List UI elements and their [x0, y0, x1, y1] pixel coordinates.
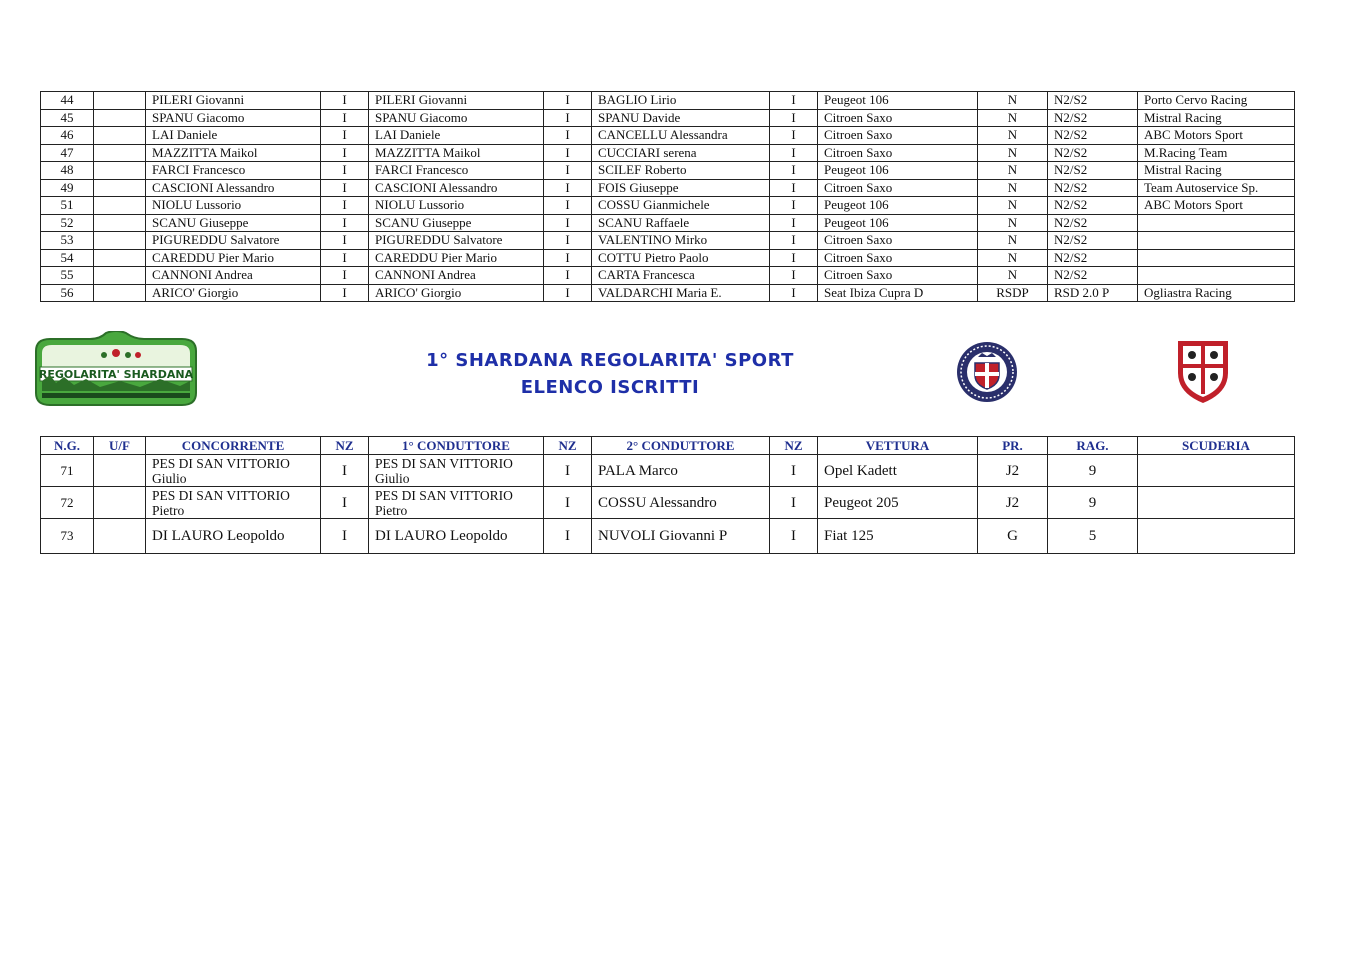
cell-scuderia: [1138, 267, 1295, 285]
cell-rag: N2/S2: [1048, 109, 1138, 127]
cell-vettura: Citroen Saxo: [818, 144, 978, 162]
cell-ng: 53: [41, 232, 94, 250]
cell-conduttore-2: CANCELLU Alessandra: [592, 127, 770, 145]
header-conduttore-2: 2° CONDUTTORE: [592, 437, 770, 455]
cell-vettura: Peugeot 106: [818, 197, 978, 215]
cell-rag: N2/S2: [1048, 179, 1138, 197]
table-row: [41, 197, 1295, 215]
document-title: [390, 347, 830, 401]
cell-nz-concorrente: I: [321, 284, 369, 302]
cell-nz-conduttore-2: I: [770, 92, 818, 110]
cell-nz-concorrente: I: [321, 519, 369, 554]
header-ng: N.G.: [41, 437, 94, 455]
cell-scuderia: [1138, 232, 1295, 250]
cell-uf: [94, 232, 146, 250]
regolarita-shardana-logo: [30, 331, 202, 409]
cell-ng: 52: [41, 214, 94, 232]
header-nz-conduttore-2: NZ: [770, 437, 818, 455]
cell-pr: N: [978, 109, 1048, 127]
table-header-row: [41, 437, 1295, 455]
cell-nz-conduttore-1: I: [544, 284, 592, 302]
cell-nz-conduttore-2: I: [770, 284, 818, 302]
cell-ng: 73: [41, 519, 94, 554]
entries-table-continued: [40, 91, 1295, 302]
table-row: [41, 284, 1295, 302]
cell-conduttore-1: NIOLU Lussorio: [369, 197, 544, 215]
cell-rag: RSD 2.0 P: [1048, 284, 1138, 302]
cell-nz-conduttore-2: I: [770, 487, 818, 519]
cell-concorrente: CANNONI Andrea: [146, 267, 321, 285]
entries-table: [40, 436, 1295, 554]
cell-nz-conduttore-1: I: [544, 92, 592, 110]
cell-pr: N: [978, 267, 1048, 285]
cell-scuderia: Team Autoservice Sp.: [1138, 179, 1295, 197]
cell-scuderia: ABC Motors Sport: [1138, 127, 1295, 145]
header-pr: PR.: [978, 437, 1048, 455]
cell-vettura: Peugeot 106: [818, 162, 978, 180]
cell-concorrente: SPANU Giacomo: [146, 109, 321, 127]
cell-uf: [94, 109, 146, 127]
cell-rag: N2/S2: [1048, 232, 1138, 250]
cell-nz-conduttore-2: I: [770, 519, 818, 554]
cell-conduttore-1: PES DI SAN VITTORIO Pietro: [369, 487, 544, 519]
cell-uf: [94, 179, 146, 197]
cell-nz-concorrente: I: [321, 267, 369, 285]
cell-conduttore-2: BAGLIO Lirio: [592, 92, 770, 110]
cell-conduttore-2: FOIS Giuseppe: [592, 179, 770, 197]
cell-pr: J2: [978, 487, 1048, 519]
cell-conduttore-2: CUCCIARI serena: [592, 144, 770, 162]
table-row: [41, 179, 1295, 197]
cell-scuderia: Mistral Racing: [1138, 162, 1295, 180]
cell-nz-conduttore-1: I: [544, 162, 592, 180]
cell-conduttore-1: CANNONI Andrea: [369, 267, 544, 285]
cell-concorrente: CASCIONI Alessandro: [146, 179, 321, 197]
cell-scuderia: [1138, 455, 1295, 487]
table-row: [41, 519, 1295, 554]
cell-pr: N: [978, 232, 1048, 250]
cell-nz-conduttore-1: I: [544, 127, 592, 145]
cell-rag: N2/S2: [1048, 267, 1138, 285]
header-conduttore-1: 1° CONDUTTORE: [369, 437, 544, 455]
shardana-shield-icon: [1174, 337, 1232, 405]
table-row: [41, 92, 1295, 110]
cell-vettura: Citroen Saxo: [818, 127, 978, 145]
cell-conduttore-2: SCILEF Roberto: [592, 162, 770, 180]
cell-conduttore-2: SPANU Davide: [592, 109, 770, 127]
cell-ng: 45: [41, 109, 94, 127]
cell-nz-conduttore-2: I: [770, 179, 818, 197]
title-line-2: ELENCO ISCRITTI: [520, 377, 700, 398]
cell-nz-concorrente: I: [321, 455, 369, 487]
cell-uf: [94, 197, 146, 215]
cell-nz-concorrente: I: [321, 232, 369, 250]
cell-uf: [94, 267, 146, 285]
cell-conduttore-1: LAI Daniele: [369, 127, 544, 145]
cell-nz-conduttore-2: I: [770, 214, 818, 232]
cell-uf: [94, 127, 146, 145]
cell-uf: [94, 249, 146, 267]
cell-concorrente: PIGUREDDU Salvatore: [146, 232, 321, 250]
cell-vettura: Peugeot 106: [818, 92, 978, 110]
cell-rag: N2/S2: [1048, 144, 1138, 162]
cell-rag: N2/S2: [1048, 214, 1138, 232]
cell-conduttore-2: PALA Marco: [592, 455, 770, 487]
cell-uf: [94, 92, 146, 110]
cell-nz-concorrente: I: [321, 487, 369, 519]
cell-uf: [94, 214, 146, 232]
cell-uf: [94, 455, 146, 487]
cell-ng: 44: [41, 92, 94, 110]
cell-uf: [94, 284, 146, 302]
cell-pr: N: [978, 127, 1048, 145]
table-row: [41, 455, 1295, 487]
cell-concorrente: FARCI Francesco: [146, 162, 321, 180]
cell-concorrente: NIOLU Lussorio: [146, 197, 321, 215]
cell-rag: N2/S2: [1048, 197, 1138, 215]
cell-concorrente: SCANU Giuseppe: [146, 214, 321, 232]
cell-nz-conduttore-2: I: [770, 455, 818, 487]
cell-conduttore-1: SCANU Giuseppe: [369, 214, 544, 232]
cell-nz-conduttore-2: I: [770, 232, 818, 250]
cell-pr: N: [978, 214, 1048, 232]
table-row: [41, 232, 1295, 250]
cell-nz-conduttore-2: I: [770, 267, 818, 285]
cell-vettura: Seat Ibiza Cupra D: [818, 284, 978, 302]
cell-rag: 9: [1048, 455, 1138, 487]
table-row: [41, 214, 1295, 232]
cell-concorrente: CAREDDU Pier Mario: [146, 249, 321, 267]
cell-scuderia: [1138, 519, 1295, 554]
cell-ng: 55: [41, 267, 94, 285]
cell-vettura: Fiat 125: [818, 519, 978, 554]
cell-scuderia: Mistral Racing: [1138, 109, 1295, 127]
cell-conduttore-1: DI LAURO Leopoldo: [369, 519, 544, 554]
table-row: [41, 487, 1295, 519]
cell-nz-concorrente: I: [321, 144, 369, 162]
cell-ng: 51: [41, 197, 94, 215]
cell-nz-conduttore-1: I: [544, 519, 592, 554]
cell-nz-concorrente: I: [321, 249, 369, 267]
cell-nz-concorrente: I: [321, 92, 369, 110]
cell-ng: 56: [41, 284, 94, 302]
cell-nz-conduttore-2: I: [770, 127, 818, 145]
cell-scuderia: M.Racing Team: [1138, 144, 1295, 162]
cell-scuderia: [1138, 487, 1295, 519]
title-line-1: 1° SHARDANA REGOLARITA' SPORT: [426, 350, 794, 371]
cell-rag: 5: [1048, 519, 1138, 554]
cell-scuderia: Porto Cervo Racing: [1138, 92, 1295, 110]
cell-nz-conduttore-1: I: [544, 487, 592, 519]
cell-pr: J2: [978, 455, 1048, 487]
header-uf: U/F: [94, 437, 146, 455]
cell-concorrente: PES DI SAN VITTORIO Giulio: [146, 455, 321, 487]
cell-nz-conduttore-1: I: [544, 197, 592, 215]
cell-conduttore-2: COSSU Alessandro: [592, 487, 770, 519]
cell-nz-conduttore-1: I: [544, 214, 592, 232]
cell-vettura: Citroen Saxo: [818, 232, 978, 250]
cell-nz-conduttore-2: I: [770, 249, 818, 267]
cell-conduttore-1: PILERI Giovanni: [369, 92, 544, 110]
cell-conduttore-2: COTTU Pietro Paolo: [592, 249, 770, 267]
cell-concorrente: ARICO' Giorgio: [146, 284, 321, 302]
cell-ng: 49: [41, 179, 94, 197]
header-vettura: VETTURA: [818, 437, 978, 455]
cell-vettura: Peugeot 205: [818, 487, 978, 519]
cell-nz-conduttore-1: I: [544, 249, 592, 267]
cell-nz-conduttore-1: I: [544, 144, 592, 162]
cell-conduttore-1: PIGUREDDU Salvatore: [369, 232, 544, 250]
cell-ng: 72: [41, 487, 94, 519]
header-rag: RAG.: [1048, 437, 1138, 455]
cell-uf: [94, 144, 146, 162]
cell-nz-concorrente: I: [321, 127, 369, 145]
cell-ng: 54: [41, 249, 94, 267]
cell-ng: 71: [41, 455, 94, 487]
cell-nz-conduttore-1: I: [544, 455, 592, 487]
cell-scuderia: [1138, 249, 1295, 267]
cell-pr: N: [978, 162, 1048, 180]
cell-nz-conduttore-2: I: [770, 109, 818, 127]
cell-nz-conduttore-2: I: [770, 144, 818, 162]
cell-pr: N: [978, 92, 1048, 110]
cell-rag: N2/S2: [1048, 249, 1138, 267]
cell-vettura: Citroen Saxo: [818, 109, 978, 127]
cell-pr: N: [978, 179, 1048, 197]
cell-ng: 46: [41, 127, 94, 145]
cell-conduttore-2: VALENTINO Mirko: [592, 232, 770, 250]
cell-conduttore-1: MAZZITTA Maikol: [369, 144, 544, 162]
cell-conduttore-1: PES DI SAN VITTORIO Giulio: [369, 455, 544, 487]
cell-nz-conduttore-1: I: [544, 232, 592, 250]
cell-nz-conduttore-1: I: [544, 179, 592, 197]
cell-rag: N2/S2: [1048, 127, 1138, 145]
cell-scuderia: ABC Motors Sport: [1138, 197, 1295, 215]
header-scuderia: SCUDERIA: [1138, 437, 1295, 455]
cell-concorrente: PES DI SAN VITTORIO Pietro: [146, 487, 321, 519]
cell-conduttore-2: NUVOLI Giovanni P: [592, 519, 770, 554]
cell-scuderia: Ogliastra Racing: [1138, 284, 1295, 302]
cell-conduttore-1: FARCI Francesco: [369, 162, 544, 180]
entries-table-body: [41, 455, 1295, 554]
club-emblem-icon: [956, 341, 1018, 403]
table-row: [41, 127, 1295, 145]
cell-vettura: Peugeot 106: [818, 214, 978, 232]
cell-ng: 48: [41, 162, 94, 180]
cell-uf: [94, 519, 146, 554]
document-header: [0, 325, 1356, 415]
logo-text: REGOLARITA' SHARDANA: [38, 368, 194, 381]
cell-nz-concorrente: I: [321, 109, 369, 127]
cell-concorrente: LAI Daniele: [146, 127, 321, 145]
table-row: [41, 162, 1295, 180]
cell-concorrente: DI LAURO Leopoldo: [146, 519, 321, 554]
cell-nz-concorrente: I: [321, 162, 369, 180]
cell-conduttore-2: CARTA Francesca: [592, 267, 770, 285]
cell-nz-concorrente: I: [321, 214, 369, 232]
entries-table-body: [41, 92, 1295, 302]
cell-concorrente: MAZZITTA Maikol: [146, 144, 321, 162]
cell-uf: [94, 162, 146, 180]
cell-conduttore-2: COSSU Gianmichele: [592, 197, 770, 215]
cell-conduttore-2: VALDARCHI Maria E.: [592, 284, 770, 302]
header-nz-conduttore-1: NZ: [544, 437, 592, 455]
cell-conduttore-1: SPANU Giacomo: [369, 109, 544, 127]
cell-pr: N: [978, 197, 1048, 215]
table-row: [41, 267, 1295, 285]
cell-ng: 47: [41, 144, 94, 162]
cell-vettura: Citroen Saxo: [818, 179, 978, 197]
cell-scuderia: [1138, 214, 1295, 232]
cell-nz-conduttore-2: I: [770, 197, 818, 215]
header-nz-concorrente: NZ: [321, 437, 369, 455]
cell-rag: N2/S2: [1048, 92, 1138, 110]
header-concorrente: CONCORRENTE: [146, 437, 321, 455]
cell-nz-concorrente: I: [321, 197, 369, 215]
table-row: [41, 144, 1295, 162]
cell-vettura: Citroen Saxo: [818, 249, 978, 267]
cell-nz-conduttore-2: I: [770, 162, 818, 180]
table-row: [41, 249, 1295, 267]
cell-conduttore-1: ARICO' Giorgio: [369, 284, 544, 302]
cell-conduttore-1: CASCIONI Alessandro: [369, 179, 544, 197]
cell-pr: RSDP: [978, 284, 1048, 302]
cell-pr: N: [978, 249, 1048, 267]
cell-nz-conduttore-1: I: [544, 109, 592, 127]
table-row: [41, 109, 1295, 127]
cell-uf: [94, 487, 146, 519]
cell-nz-concorrente: I: [321, 179, 369, 197]
cell-conduttore-2: SCANU Raffaele: [592, 214, 770, 232]
cell-nz-conduttore-1: I: [544, 267, 592, 285]
cell-rag: N2/S2: [1048, 162, 1138, 180]
cell-pr: N: [978, 144, 1048, 162]
cell-conduttore-1: CAREDDU Pier Mario: [369, 249, 544, 267]
cell-vettura: Citroen Saxo: [818, 267, 978, 285]
cell-pr: G: [978, 519, 1048, 554]
cell-vettura: Opel Kadett: [818, 455, 978, 487]
cell-concorrente: PILERI Giovanni: [146, 92, 321, 110]
cell-rag: 9: [1048, 487, 1138, 519]
